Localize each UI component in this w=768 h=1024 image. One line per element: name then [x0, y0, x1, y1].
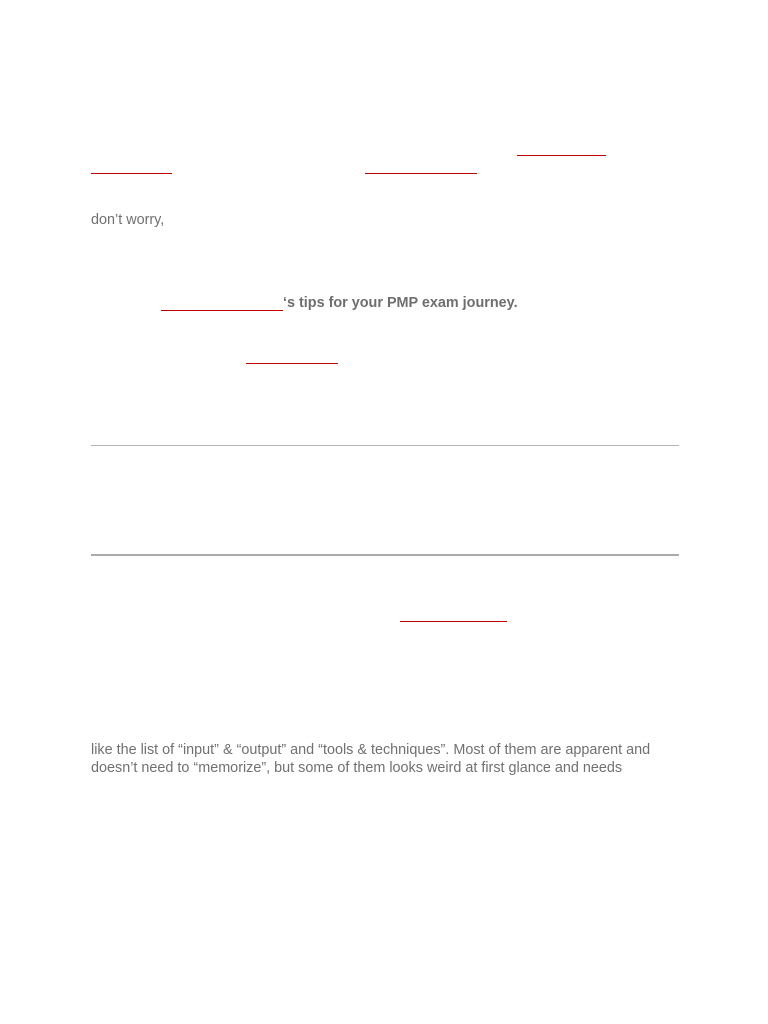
hyperlink-underline-1[interactable]: [517, 155, 606, 156]
hyperlink-underline-2[interactable]: [91, 173, 172, 174]
tips-heading: ‘s tips for your PMP exam journey.: [283, 295, 518, 311]
hyperlink-underline-4[interactable]: [246, 363, 338, 364]
horizontal-rule-2: [91, 554, 679, 556]
itto-paragraph-line-1: like the list of “input” & “output” and “tools & techniques”. Most of them are apparent and: [91, 742, 651, 758]
hyperlink-underline-3[interactable]: [365, 173, 477, 174]
horizontal-rule-1: [91, 445, 679, 446]
paragraph-dont-worry: don’t worry,: [91, 212, 165, 228]
hyperlink-underline-author[interactable]: [161, 310, 283, 311]
hyperlink-underline-5[interactable]: [400, 621, 507, 622]
itto-paragraph-line-2: doesn’t need to “memorize”, but some of them looks weird at first glance and needs: [91, 760, 623, 776]
